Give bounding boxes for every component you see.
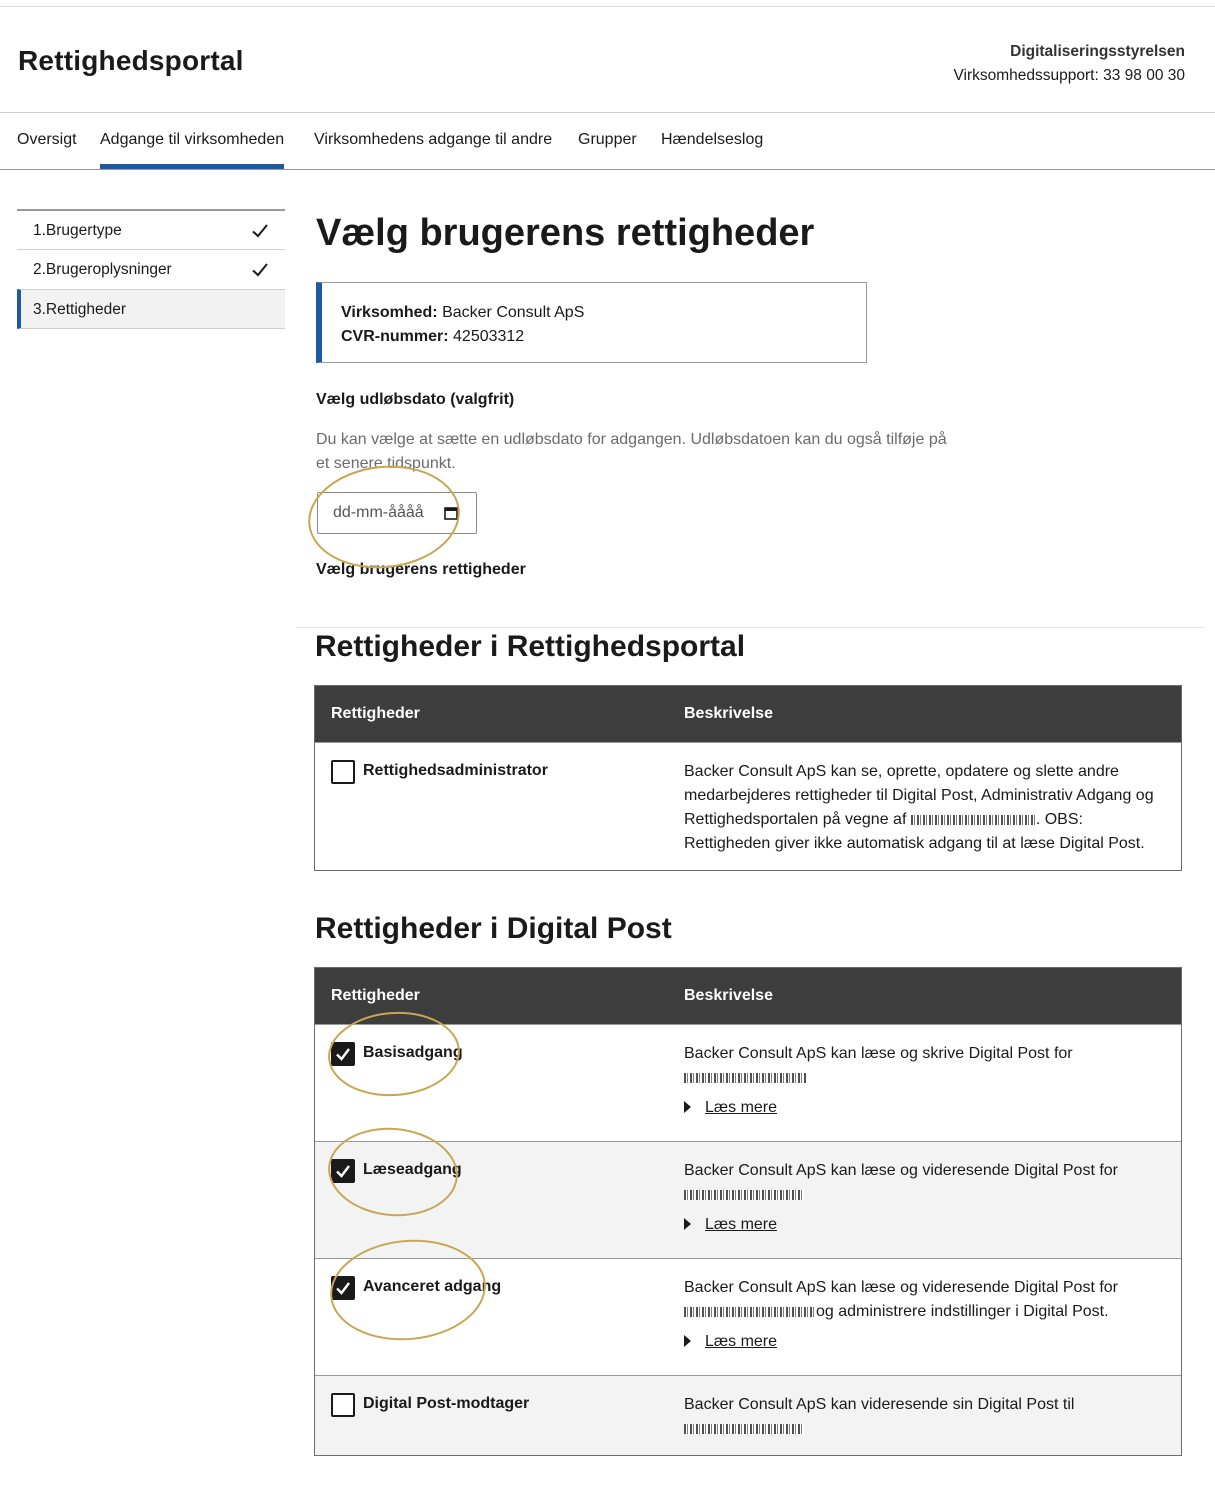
- expiry-label: Vælg udløbsdato (valgfrit): [316, 391, 515, 408]
- step-brugeroplysninger[interactable]: [17, 249, 285, 289]
- table-row: [315, 742, 1181, 870]
- step-list: [17, 209, 285, 329]
- redacted-text: [684, 1073, 806, 1083]
- table-row: [315, 1375, 1181, 1455]
- rights-table-portal: [314, 685, 1182, 871]
- desc-part-b: . OBS: Rettigheden giver ikke automatisk adgang til at læse Digital Post.: [684, 811, 1145, 852]
- rights-table-digital-post: [314, 967, 1182, 1456]
- checkmark-icon: [335, 1163, 351, 1179]
- checkbox-laeseadgang[interactable]: [331, 1159, 355, 1183]
- nav-adgange-til-virksomheden[interactable]: Adgange til virksomheden: [100, 131, 284, 169]
- date-placeholder: dd-mm-åååå: [333, 504, 424, 521]
- right-description: [684, 1159, 1169, 1207]
- calendar-icon[interactable]: [444, 506, 458, 520]
- org-name: Digitaliseringsstyrelsen: [1010, 43, 1185, 60]
- step-brugertype[interactable]: [17, 209, 285, 249]
- expiry-date-input[interactable]: [317, 492, 477, 534]
- support-phone: Virksomhedssupport: 33 98 00 30: [953, 67, 1185, 84]
- brand-title[interactable]: Rettighedsportal: [18, 45, 244, 76]
- checkmark-icon: [335, 1280, 351, 1296]
- nav-haendelseslog[interactable]: Hændelseslog: [661, 131, 764, 148]
- nav-virksomhedens-adgange[interactable]: Virksomhedens adgange til andre: [314, 131, 553, 148]
- desc-part-a: Backer Consult ApS kan videresende sin Digital Post til: [684, 1396, 1075, 1413]
- company-label: Virksomhed:: [341, 304, 438, 321]
- main-nav: [0, 113, 1215, 170]
- desc-part-a: Backer Consult ApS kan læse og videresende Digital Post for: [684, 1279, 1119, 1296]
- laes-mere-link[interactable]: Læs mere: [705, 1099, 778, 1116]
- section-divider: [296, 627, 1204, 628]
- col-beskrivelse: Beskrivelse: [684, 705, 773, 722]
- checkbox-digital-post-modtager[interactable]: [331, 1393, 355, 1417]
- step-label: 3.Rettigheder: [33, 301, 127, 318]
- table-header: [315, 968, 1181, 1024]
- checkbox-rettighedsadministrator[interactable]: [331, 760, 355, 784]
- step-label: 1.Brugertype: [33, 222, 122, 239]
- desc-part-a: Backer Consult ApS kan læse og skrive Digital Post for: [684, 1045, 1073, 1062]
- caret-right-icon: [684, 1218, 691, 1230]
- col-rettigheder: Rettigheder: [331, 987, 420, 1004]
- company-value: Backer Consult ApS: [442, 304, 585, 321]
- right-description: [684, 1042, 1169, 1090]
- site-header: [0, 7, 1215, 113]
- redacted-text: [684, 1190, 804, 1200]
- company-info-box: [316, 282, 867, 363]
- expiry-hint: Du kan vælge at sætte en udløbsdato for adgangen. Udløbsdatoen kan du også tilføje på et senere tidspunkt.: [316, 431, 947, 472]
- step-rettigheder[interactable]: [17, 289, 285, 329]
- laes-mere-link[interactable]: Læs mere: [705, 1333, 778, 1350]
- right-name: Avanceret adgang: [363, 1278, 502, 1295]
- right-description: [684, 1276, 1169, 1324]
- desc-part-a: Backer Consult ApS kan læse og videresende Digital Post for: [684, 1162, 1119, 1179]
- checkbox-basisadgang[interactable]: [331, 1042, 355, 1066]
- rights-label: Vælg brugerens rettigheder: [316, 561, 526, 578]
- section-title-digital-post: Rettigheder i Digital Post: [315, 912, 672, 945]
- checkmark-icon: [251, 261, 269, 279]
- col-rettigheder: Rettigheder: [331, 705, 420, 722]
- nav-oversigt[interactable]: Oversigt: [17, 131, 77, 148]
- checkbox-avanceret-adgang[interactable]: [331, 1276, 355, 1300]
- desc-part-a: Backer Consult ApS kan se, oprette, opdatere og slette andre medarbejderes rettigheder til Digital Post, Administrativ Adgang og Rettighedsportalen på vegne af: [684, 763, 1154, 828]
- caret-right-icon: [684, 1335, 691, 1347]
- section-title-rettighedsportal: Rettigheder i Rettighedsportal: [315, 630, 746, 663]
- laes-mere-link[interactable]: Læs mere: [705, 1216, 778, 1233]
- laes-mere-toggle[interactable]: [684, 1216, 777, 1234]
- col-beskrivelse: Beskrivelse: [684, 987, 773, 1004]
- caret-right-icon: [684, 1101, 691, 1113]
- laes-mere-toggle[interactable]: [684, 1099, 777, 1117]
- table-row: [315, 1141, 1181, 1258]
- redacted-text: [684, 1307, 816, 1317]
- right-description: [684, 760, 1169, 856]
- nav-grupper[interactable]: Grupper: [578, 131, 637, 148]
- table-row: [315, 1258, 1181, 1375]
- desc-part-b: og administrere indstillinger i Digital Post.: [816, 1303, 1109, 1320]
- checkmark-icon: [335, 1046, 351, 1062]
- right-name: Rettighedsadministrator: [363, 762, 548, 779]
- checkmark-icon: [251, 222, 269, 240]
- laes-mere-toggle[interactable]: [684, 1333, 777, 1351]
- table-header: [315, 686, 1181, 742]
- right-name: Læseadgang: [363, 1161, 462, 1178]
- redacted-text: [684, 1424, 804, 1434]
- cvr-label: CVR-nummer:: [341, 328, 449, 345]
- step-label: 2.Brugeroplysninger: [33, 261, 172, 278]
- right-name: Digital Post-modtager: [363, 1395, 530, 1412]
- page-title: Vælg brugerens rettigheder: [316, 212, 815, 254]
- org-info: [953, 40, 1185, 88]
- redacted-text: [911, 815, 1036, 825]
- right-description: [684, 1393, 1169, 1441]
- cvr-value: 42503312: [453, 328, 525, 345]
- table-row: [315, 1024, 1181, 1141]
- right-name: Basisadgang: [363, 1044, 463, 1061]
